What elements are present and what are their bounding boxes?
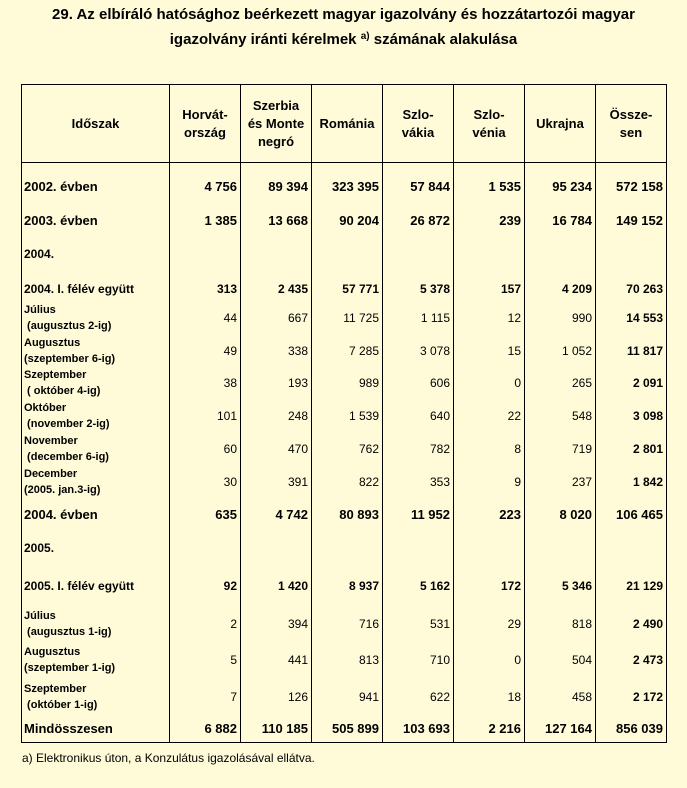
data-cell: 49 <box>170 335 241 367</box>
data-cell: 470 <box>241 433 312 465</box>
data-cell: 323 395 <box>312 163 383 211</box>
table-row <box>22 277 667 301</box>
data-cell: 6 882 <box>170 715 241 743</box>
data-cell: 239 <box>454 211 525 231</box>
row-label: Augusztus (szeptember 1-ig) <box>22 641 170 679</box>
data-cell: 7 285 <box>312 335 383 367</box>
table-row <box>22 531 667 565</box>
data-cell: 1 115 <box>383 301 454 335</box>
row-total-cell: 149 152 <box>596 211 667 231</box>
data-cell: 813 <box>312 641 383 679</box>
row-label: 2004. <box>22 231 170 277</box>
data-cell: 8 <box>454 433 525 465</box>
data-cell: 548 <box>525 399 596 433</box>
title-footnote-marker: a) <box>360 31 370 42</box>
data-cell: 5 <box>170 641 241 679</box>
data-cell: 458 <box>525 679 596 715</box>
row-total-cell: 856 039 <box>596 715 667 743</box>
row-label: Szeptember (október 1-ig) <box>22 679 170 715</box>
data-cell <box>241 531 312 565</box>
header-row <box>22 85 667 163</box>
data-cell: 80 893 <box>312 499 383 531</box>
data-cell: 2 <box>170 607 241 641</box>
row-total-cell: 70 263 <box>596 277 667 301</box>
data-cell: 4 209 <box>525 277 596 301</box>
data-cell: 313 <box>170 277 241 301</box>
data-cell: 127 164 <box>525 715 596 743</box>
table-row <box>22 607 667 641</box>
data-cell: 16 784 <box>525 211 596 231</box>
table-row <box>22 679 667 715</box>
row-total-cell <box>596 231 667 277</box>
data-cell: 1 052 <box>525 335 596 367</box>
row-label: 2005. <box>22 531 170 565</box>
title-text-end: számának alakulása <box>373 31 518 48</box>
data-cell: 29 <box>454 607 525 641</box>
row-total-cell: 2 801 <box>596 433 667 465</box>
data-cell: 941 <box>312 679 383 715</box>
table-body <box>22 163 667 743</box>
row-label: Július (augusztus 1-ig) <box>22 607 170 641</box>
data-cell <box>454 531 525 565</box>
data-cell: 822 <box>312 465 383 499</box>
data-cell: 15 <box>454 335 525 367</box>
header-slovenia: Szlo- vénia <box>454 85 525 163</box>
row-total-cell: 3 098 <box>596 399 667 433</box>
header-serbia: Szerbia és Monte negró <box>241 85 312 163</box>
table-title <box>0 4 687 51</box>
data-cell: 1 539 <box>312 399 383 433</box>
row-total-cell: 106 465 <box>596 499 667 531</box>
row-total-cell: 572 158 <box>596 163 667 211</box>
table-row <box>22 465 667 499</box>
row-total-cell: 2 473 <box>596 641 667 679</box>
data-cell: 60 <box>170 433 241 465</box>
data-cell: 237 <box>525 465 596 499</box>
table-row <box>22 399 667 433</box>
table-row <box>22 433 667 465</box>
header-total: Össze- sen <box>596 85 667 163</box>
data-cell: 5 162 <box>383 565 454 607</box>
row-total-cell <box>596 531 667 565</box>
data-cell <box>170 231 241 277</box>
data-cell: 606 <box>383 367 454 399</box>
data-cell: 9 <box>454 465 525 499</box>
row-label: Július (augusztus 2-ig) <box>22 301 170 335</box>
data-cell: 8 937 <box>312 565 383 607</box>
data-cell <box>241 231 312 277</box>
data-cell: 101 <box>170 399 241 433</box>
data-cell: 11 725 <box>312 301 383 335</box>
row-label: December (2005. jan.3-ig) <box>22 465 170 499</box>
data-cell: 90 204 <box>312 211 383 231</box>
data-cell: 0 <box>454 641 525 679</box>
table-row <box>22 335 667 367</box>
data-cell: 782 <box>383 433 454 465</box>
data-cell <box>525 231 596 277</box>
data-cell: 172 <box>454 565 525 607</box>
data-cell: 110 185 <box>241 715 312 743</box>
data-cell: 126 <box>241 679 312 715</box>
data-cell: 223 <box>454 499 525 531</box>
data-cell: 11 952 <box>383 499 454 531</box>
data-cell: 92 <box>170 565 241 607</box>
title-line-1: 29. Az elbíráló hatósághoz beérkezett magyar igazolvány és hozzátartozói magyar <box>52 6 635 23</box>
data-cell: 13 668 <box>241 211 312 231</box>
data-cell: 394 <box>241 607 312 641</box>
data-cell <box>454 231 525 277</box>
row-label: November (december 6-ig) <box>22 433 170 465</box>
data-cell: 248 <box>241 399 312 433</box>
data-cell: 12 <box>454 301 525 335</box>
data-cell: 1 535 <box>454 163 525 211</box>
header-slovakia: Szlo- vákia <box>383 85 454 163</box>
row-total-cell: 1 842 <box>596 465 667 499</box>
data-cell: 2 216 <box>454 715 525 743</box>
data-cell: 338 <box>241 335 312 367</box>
data-cell: 95 234 <box>525 163 596 211</box>
row-label: 2002. évben <box>22 163 170 211</box>
row-total-cell: 11 817 <box>596 335 667 367</box>
data-cell: 5 346 <box>525 565 596 607</box>
data-cell: 622 <box>383 679 454 715</box>
data-cell: 2 435 <box>241 277 312 301</box>
data-cell: 38 <box>170 367 241 399</box>
data-cell: 762 <box>312 433 383 465</box>
data-cell: 353 <box>383 465 454 499</box>
header-period: Időszak <box>22 85 170 163</box>
data-cell: 3 078 <box>383 335 454 367</box>
row-label: 2004. évben <box>22 499 170 531</box>
data-cell: 719 <box>525 433 596 465</box>
row-label: Október (november 2-ig) <box>22 399 170 433</box>
table-row <box>22 367 667 399</box>
row-total-cell: 2 490 <box>596 607 667 641</box>
data-cell: 441 <box>241 641 312 679</box>
row-label: 2005. I. félév együtt <box>22 565 170 607</box>
footnote: a) Elektronikus úton, a Konzulátus igazolásával ellátva. <box>22 751 315 765</box>
data-cell: 0 <box>454 367 525 399</box>
table-row <box>22 301 667 335</box>
data-cell: 504 <box>525 641 596 679</box>
data-cell: 1 420 <box>241 565 312 607</box>
row-label: 2003. évben <box>22 211 170 231</box>
table-row <box>22 211 667 231</box>
table-row <box>22 641 667 679</box>
row-total-cell: 2 172 <box>596 679 667 715</box>
data-cell: 57 844 <box>383 163 454 211</box>
data-cell: 89 394 <box>241 163 312 211</box>
data-cell: 990 <box>525 301 596 335</box>
data-cell: 505 899 <box>312 715 383 743</box>
data-cell <box>312 531 383 565</box>
data-cell: 531 <box>383 607 454 641</box>
header-ukraine: Ukrajna <box>525 85 596 163</box>
data-cell: 103 693 <box>383 715 454 743</box>
table-row <box>22 565 667 607</box>
data-cell: 4 756 <box>170 163 241 211</box>
data-cell: 7 <box>170 679 241 715</box>
row-total-cell: 2 091 <box>596 367 667 399</box>
data-cell: 22 <box>454 399 525 433</box>
data-cell: 640 <box>383 399 454 433</box>
data-cell: 667 <box>241 301 312 335</box>
data-cell <box>170 531 241 565</box>
statistics-table <box>21 84 667 743</box>
data-cell <box>525 531 596 565</box>
data-cell: 635 <box>170 499 241 531</box>
data-cell: 18 <box>454 679 525 715</box>
data-cell: 716 <box>312 607 383 641</box>
row-label: Mindösszesen <box>22 715 170 743</box>
data-cell: 44 <box>170 301 241 335</box>
row-label: Augusztus (szeptember 6-ig) <box>22 335 170 367</box>
data-cell <box>383 231 454 277</box>
header-croatia: Horvát- ország <box>170 85 241 163</box>
data-cell: 391 <box>241 465 312 499</box>
data-cell: 157 <box>454 277 525 301</box>
table-row <box>22 499 667 531</box>
header-romania: Románia <box>312 85 383 163</box>
data-cell <box>383 531 454 565</box>
data-cell <box>312 231 383 277</box>
table-row <box>22 715 667 743</box>
data-cell: 30 <box>170 465 241 499</box>
title-text: igazolvány iránti kérelmek <box>169 31 357 48</box>
data-cell: 26 872 <box>383 211 454 231</box>
data-cell: 265 <box>525 367 596 399</box>
row-label: Szeptember ( október 4-ig) <box>22 367 170 399</box>
data-cell: 8 020 <box>525 499 596 531</box>
data-cell: 4 742 <box>241 499 312 531</box>
row-total-cell: 14 553 <box>596 301 667 335</box>
data-cell: 818 <box>525 607 596 641</box>
table-row <box>22 163 667 211</box>
row-total-cell: 21 129 <box>596 565 667 607</box>
data-cell: 5 378 <box>383 277 454 301</box>
row-label: 2004. I. félév együtt <box>22 277 170 301</box>
data-cell: 989 <box>312 367 383 399</box>
data-cell: 710 <box>383 641 454 679</box>
table-row <box>22 231 667 277</box>
data-cell: 193 <box>241 367 312 399</box>
title-line-2 <box>0 26 687 51</box>
data-cell: 1 385 <box>170 211 241 231</box>
data-cell: 57 771 <box>312 277 383 301</box>
